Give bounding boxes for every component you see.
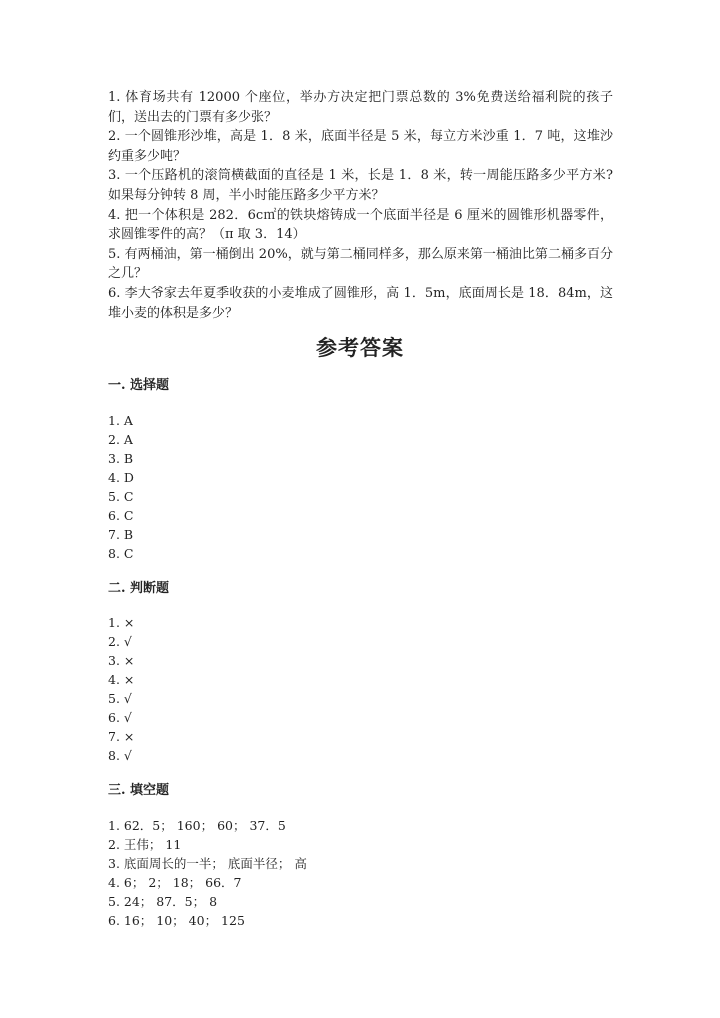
answer-title: 参考答案 [316,335,404,360]
answer-item: 4. × [108,672,135,687]
answer-item: 7. × [108,729,135,744]
section-heading: 二. 判断题 [108,581,170,596]
problem-1: 1. 体育场共有 12000 个座位，举办方决定把门票总数的 3%免费送给福利院的孩子们，送出去的门票有多少张？ [108,90,613,125]
problem-6: 6. 李大爷家去年夏季收获的小麦堆成了圆锥形，高 1．5m，底面周长是 18．84m，这堆小麦的体积是多少？ [108,285,613,321]
answer-list [108,816,307,930]
answer-item: 5. √ [108,691,132,706]
answer-item: 2. 王伟； 11 [108,837,182,852]
problem-2: 2. 一个圆锥形沙堆，高是 1．8 米，底面半径是 5 米，每立方米沙重 1．7 吨，这堆沙约重多少吨？ [108,129,613,164]
answer-item: 1. × [108,615,135,630]
answer-item: 4. D [108,470,134,485]
answer-item: 2. A [108,432,133,447]
answer-item: 8. C [108,546,134,561]
section-judgement [108,580,613,763]
problem-list [108,88,613,323]
answer-list [108,411,134,563]
answer-list [108,613,134,765]
answer-item: 1. A [108,413,133,428]
answer-item: 1. 62．5； 160； 60； 37．5 [108,818,286,833]
problem-4: 4. 把一个体积是 282．6c㎡的铁块熔铸成一个底面半径是 6 厘米的圆锥形机器零件，求圆锥零件的高？（π 取 3．14） [108,207,613,243]
section-choice [108,377,613,561]
answer-item: 6. C [108,508,134,523]
answer-item: 5. 24； 87．5； 8 [108,894,218,909]
answer-item: 5. C [108,489,134,504]
answer-item: 6. √ [108,710,132,725]
answer-item: 7. B [108,527,134,542]
problem-3: 3. 一个压路机的滚筒横截面的直径是 1 米，长是 1．8 米，转一周能压路多少平方米?如果每分钟转 8 周，半小时能压路多少平方米？ [108,168,613,203]
section-fill-blank [108,782,613,928]
section-heading: 一. 选择题 [108,378,170,393]
answer-item: 6. 16； 10； 40； 125 [108,913,245,928]
answer-item: 3. B [108,451,134,466]
answer-item: 3. 底面周长的一半； 底面半径； 高 [108,856,307,871]
answer-item: 4. 6； 2； 18； 66．7 [108,875,242,890]
section-heading: 三. 填空题 [108,783,170,798]
answer-item: 2. √ [108,634,132,649]
problem-5: 5. 有两桶油，第一桶倒出 20%，就与第二桶同样多，那么原来第一桶油比第二桶多百分之几？ [108,246,613,282]
answer-item: 3. × [108,653,135,668]
answer-item: 8. √ [108,748,132,763]
